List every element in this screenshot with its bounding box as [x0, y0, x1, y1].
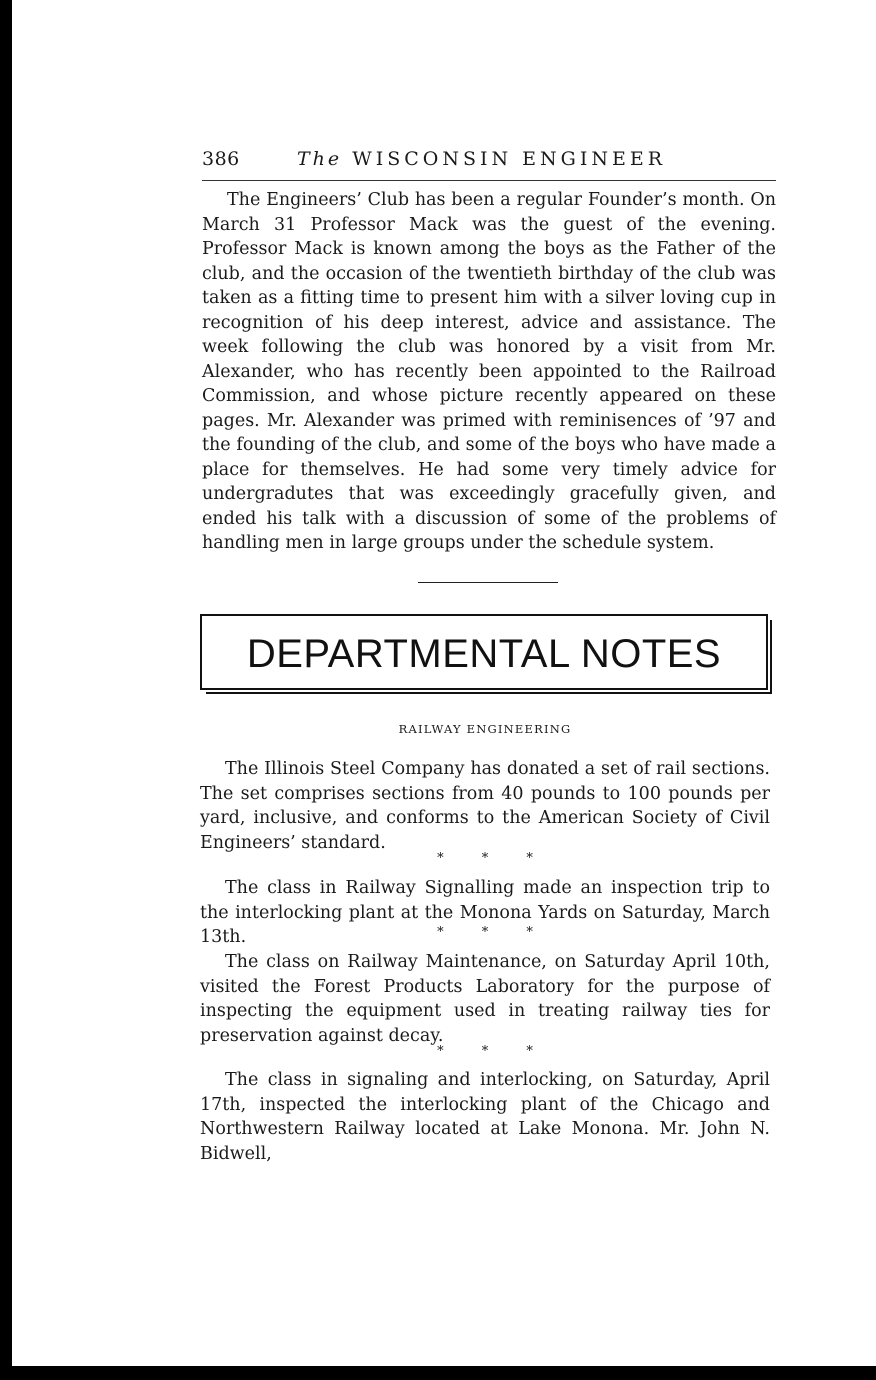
page-number: 386: [202, 148, 240, 170]
section-divider: [418, 582, 558, 583]
asterism-separator: * * *: [437, 1044, 550, 1059]
engineers-club-paragraph: The Engineers’ Club has been a regular Founder’s month. On March 31 Professor Mack was the guest of the evening. Professor Mack is known among the boys as the Father of the club, and the occasion of the twentieth birthday of the club was taken as a fitting time to present him with a silver loving cup in recognition of his deep interest, advice and assistance. The week following the club was honored by a visit from Mr. Alexander, who has recently been appointed to the Railroad Commission, and whose picture recently appeared on these pages. Mr. Alexander was primed with reminisences of ’97 and the founding of the club, and some of the boys who have made a place for themselves. He had some very timely advice for undergradutes that was exceedingly gracefully given, and ended his talk with a discussion of some of the problems of handling men in large groups under the schedule system.: [202, 190, 776, 553]
departmental-notes-banner: [200, 614, 768, 690]
running-header: [202, 148, 776, 172]
scan-left-border: [0, 0, 12, 1380]
note-paragraph: The class in Railway Signalling made an inspection trip to the interlocking plant at the Monona Yards on Saturday, March 13th.: [200, 878, 770, 947]
journal-title-name: WISCONSIN ENGINEER: [342, 148, 667, 170]
header-rule: [202, 180, 776, 181]
banner-title: DEPARTMENTAL NOTES: [246, 632, 722, 676]
note-paragraph: The Illinois Steel Company has donated a set of rail sections. The set comprises sections from 40 pounds to 100 pounds per yard, inclusive, and conforms to the American Society of Civil Engineers’ standard.: [200, 759, 770, 853]
asterism-separator: * * *: [437, 925, 550, 940]
scan-bottom-border: [0, 1366, 876, 1380]
asterism-separator: * * *: [437, 851, 550, 866]
journal-title-article: The: [297, 148, 343, 170]
note-paragraph: The class in signaling and interlocking, on Saturday, April 17th, inspected the interlocking plant of the Chicago and Northwestern Railway located at Lake Monona. Mr. John N. Bidwell,: [200, 1070, 770, 1164]
banner-shadow-right: [770, 620, 772, 694]
subsection-heading: RAILWAY ENGINEERING: [398, 722, 572, 736]
journal-title: [297, 148, 666, 170]
note-paragraph: The class on Railway Maintenance, on Saturday April 10th, visited the Forest Products Laboratory for the purpose of inspecting the equipment used in treating railway ties for preservation against decay.: [200, 952, 770, 1046]
banner-shadow-bottom: [206, 692, 772, 694]
